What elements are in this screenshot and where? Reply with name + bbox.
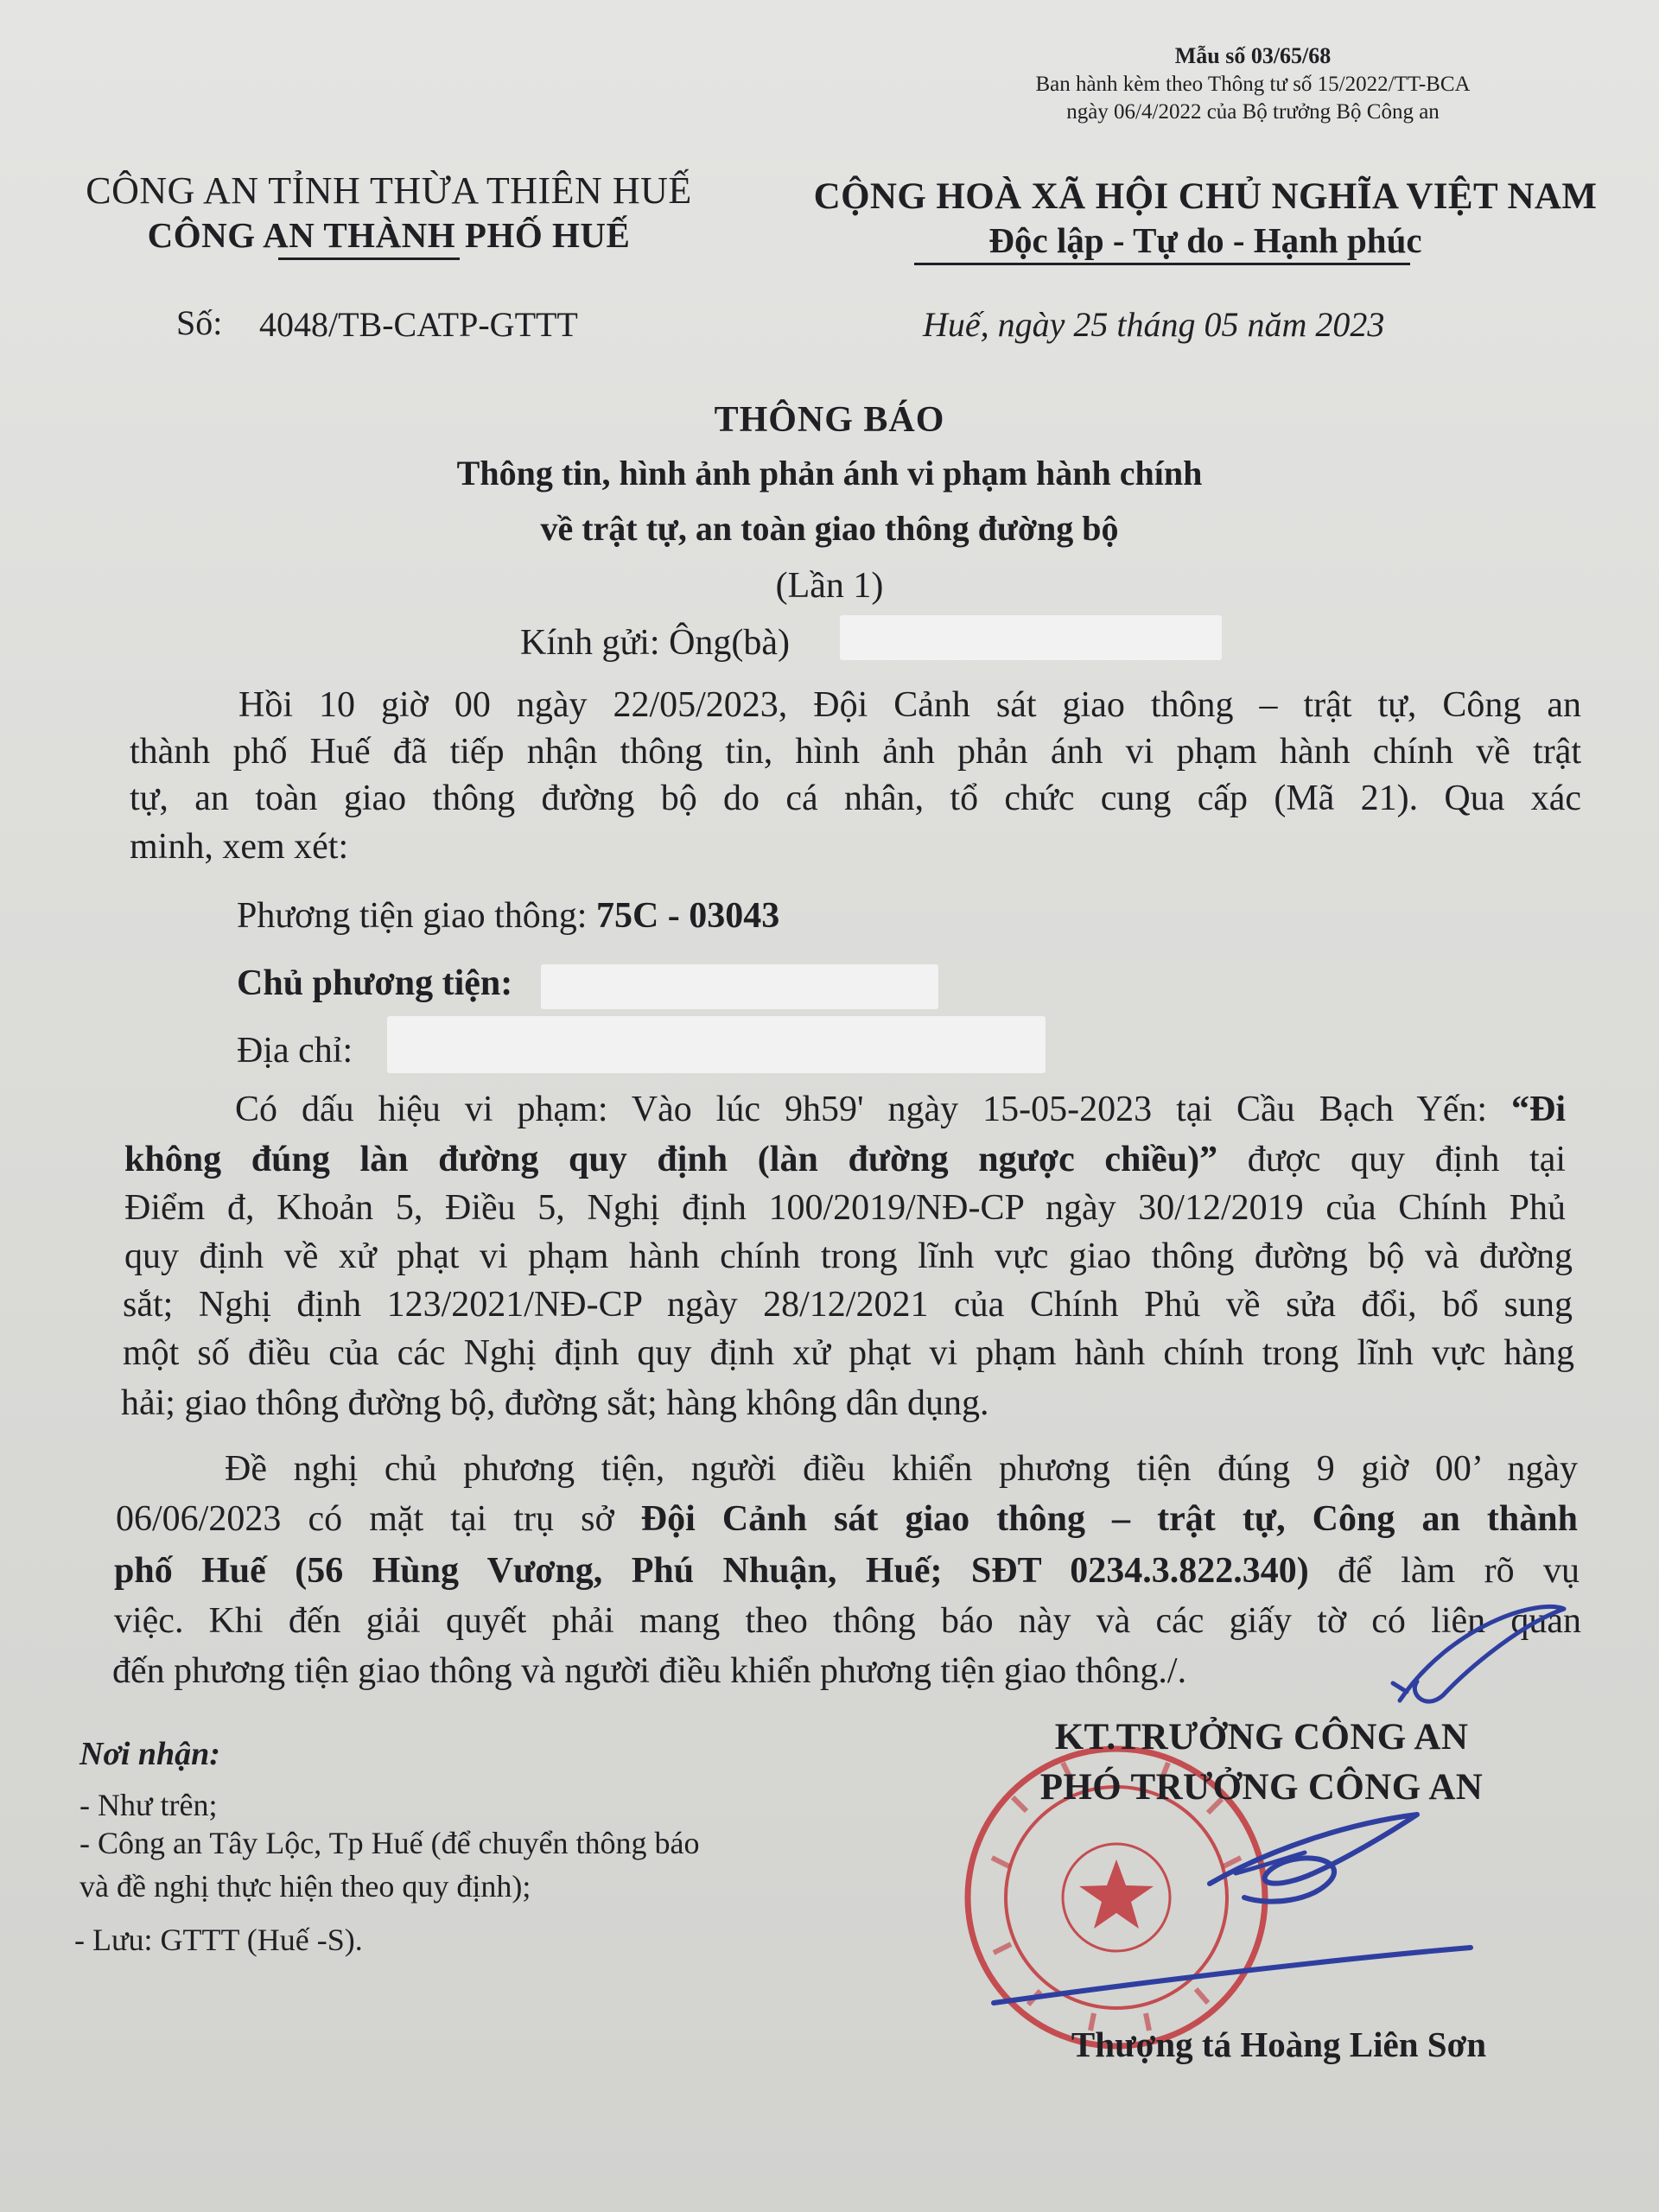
doc-number-label: Số: [176, 303, 223, 342]
request-line-3: phố Huế (56 Hùng Vương, Phú Nhuận, Huế; SĐT 0234.3.822.340) để làm rõ vụ [114, 1551, 1580, 1591]
intro-line-4: minh, xem xét: [130, 827, 349, 867]
violation-line-7: hải; giao thông đường bộ, đường sắt; hàng không dân dụng. [121, 1383, 989, 1423]
violation-line-5: sắt; Nghị định 123/2021/NĐ-CP ngày 28/12/2021 của Chính Phủ về sửa đổi, bổ sung [123, 1285, 1573, 1325]
form-number: Mẫu số 03/65/68 [1174, 43, 1332, 68]
violation-line-3: Điểm đ, Khoản 5, Điều 5, Nghị định 100/2019/NĐ-CP ngày 30/12/2019 của Chính Phủ [124, 1188, 1566, 1228]
document-title: THÔNG BÁO [714, 400, 945, 440]
recipients-heading: Nơi nhận: [79, 1736, 220, 1772]
agency-parent: CÔNG AN TỈNH THỪA THIÊN HUẾ [86, 169, 692, 212]
national-motto: Độc lập - Tự do - Hạnh phúc [988, 220, 1422, 260]
doc-number: 4048/TB-CATP-GTTT [259, 305, 578, 344]
intro-line-3: tự, an toàn giao thông đường bộ do cá nhân, tổ chức cung cấp (Mã 21). Qua xác [130, 779, 1581, 818]
recipient-3: và đề nghị thực hiện theo quy định); [79, 1869, 531, 1904]
request-line-2: 06/06/2023 có mặt tại trụ sở Đội Cảnh sát giao thông – trật tự, Công an thành [116, 1499, 1578, 1539]
agency-name: CÔNG AN THÀNH PHỐ HUẾ [147, 215, 631, 255]
violation-line-6: một số điều của các Nghị định quy định xử phạt vi phạm hành chính trong lĩnh vực hàng [123, 1333, 1574, 1373]
request-line-4: việc. Khi đến giải quyết phải mang theo thông báo này và các giấy tờ có liên quan [114, 1601, 1581, 1641]
form-issued-date: ngày 06/4/2022 của Bộ trưởng Bộ Công an [1066, 100, 1440, 124]
intro-line-1: Hồi 10 giờ 00 ngày 22/05/2023, Đội Cảnh sát giao thông – trật tự, Công an [238, 685, 1581, 725]
notice-times: (Lần 1) [775, 566, 884, 606]
vehicle-label: Phương tiện giao thông: [237, 896, 588, 936]
signature-title-2: PHÓ TRƯỞNG CÔNG AN [1039, 1767, 1484, 1808]
addressee-label: Kính gửi: Ông(bà) [520, 623, 791, 663]
signer-name: Thượng tá Hoàng Liên Sơn [1071, 2024, 1487, 2064]
violation-line-4: quy định về xử phạt vi phạm hành chính trong lĩnh vực giao thông đường bộ và đường [124, 1236, 1573, 1276]
recipient-1: - Như trên; [79, 1788, 218, 1822]
violation-line-1: Có dấu hiệu vi phạm: Vào lúc 9h59' ngày 15-05-2023 tại Cầu Bạch Yến: “Đi [235, 1090, 1566, 1129]
owner-label: Chủ phương tiện: [237, 963, 513, 1003]
violation-line-2: không đúng làn đường quy định (làn đường ngược chiều)” được quy định tại [124, 1140, 1567, 1179]
document-subtitle-line1: Thông tin, hình ảnh phản ánh vi phạm hành chính [456, 454, 1203, 493]
country-name: CỘNG HOÀ XÃ HỘI CHỦ NGHĨA VIỆT NAM [813, 176, 1598, 217]
signature-title-1: KT.TRƯỞNG CÔNG AN [1054, 1717, 1469, 1758]
place-date: Huế, ngày 25 tháng 05 năm 2023 [923, 305, 1385, 344]
document-subtitle-line2: về trật tự, an toàn giao thông đường bộ [540, 509, 1119, 548]
request-line-1: Đề nghị chủ phương tiện, người điều khiển phương tiện đúng 9 giờ 00’ ngày [225, 1449, 1578, 1489]
intro-line-2: thành phố Huế đã tiếp nhận thông tin, hình ảnh phản ánh vi phạm hành chính về trật [130, 732, 1581, 772]
request-line-5: đến phương tiện giao thông và người điều khiển phương tiện giao thông./. [112, 1651, 1187, 1691]
recipient-2: - Công an Tây Lộc, Tp Huế (để chuyển thông báo [79, 1826, 700, 1860]
recipient-4: - Lưu: GTTT (Huế -S). [74, 1923, 363, 1957]
address-label: Địa chỉ: [237, 1031, 353, 1071]
vehicle-plate: 75C - 03043 [595, 896, 780, 936]
form-issued-with: Ban hành kèm theo Thông tư số 15/2022/TT-BCA [1035, 73, 1471, 96]
